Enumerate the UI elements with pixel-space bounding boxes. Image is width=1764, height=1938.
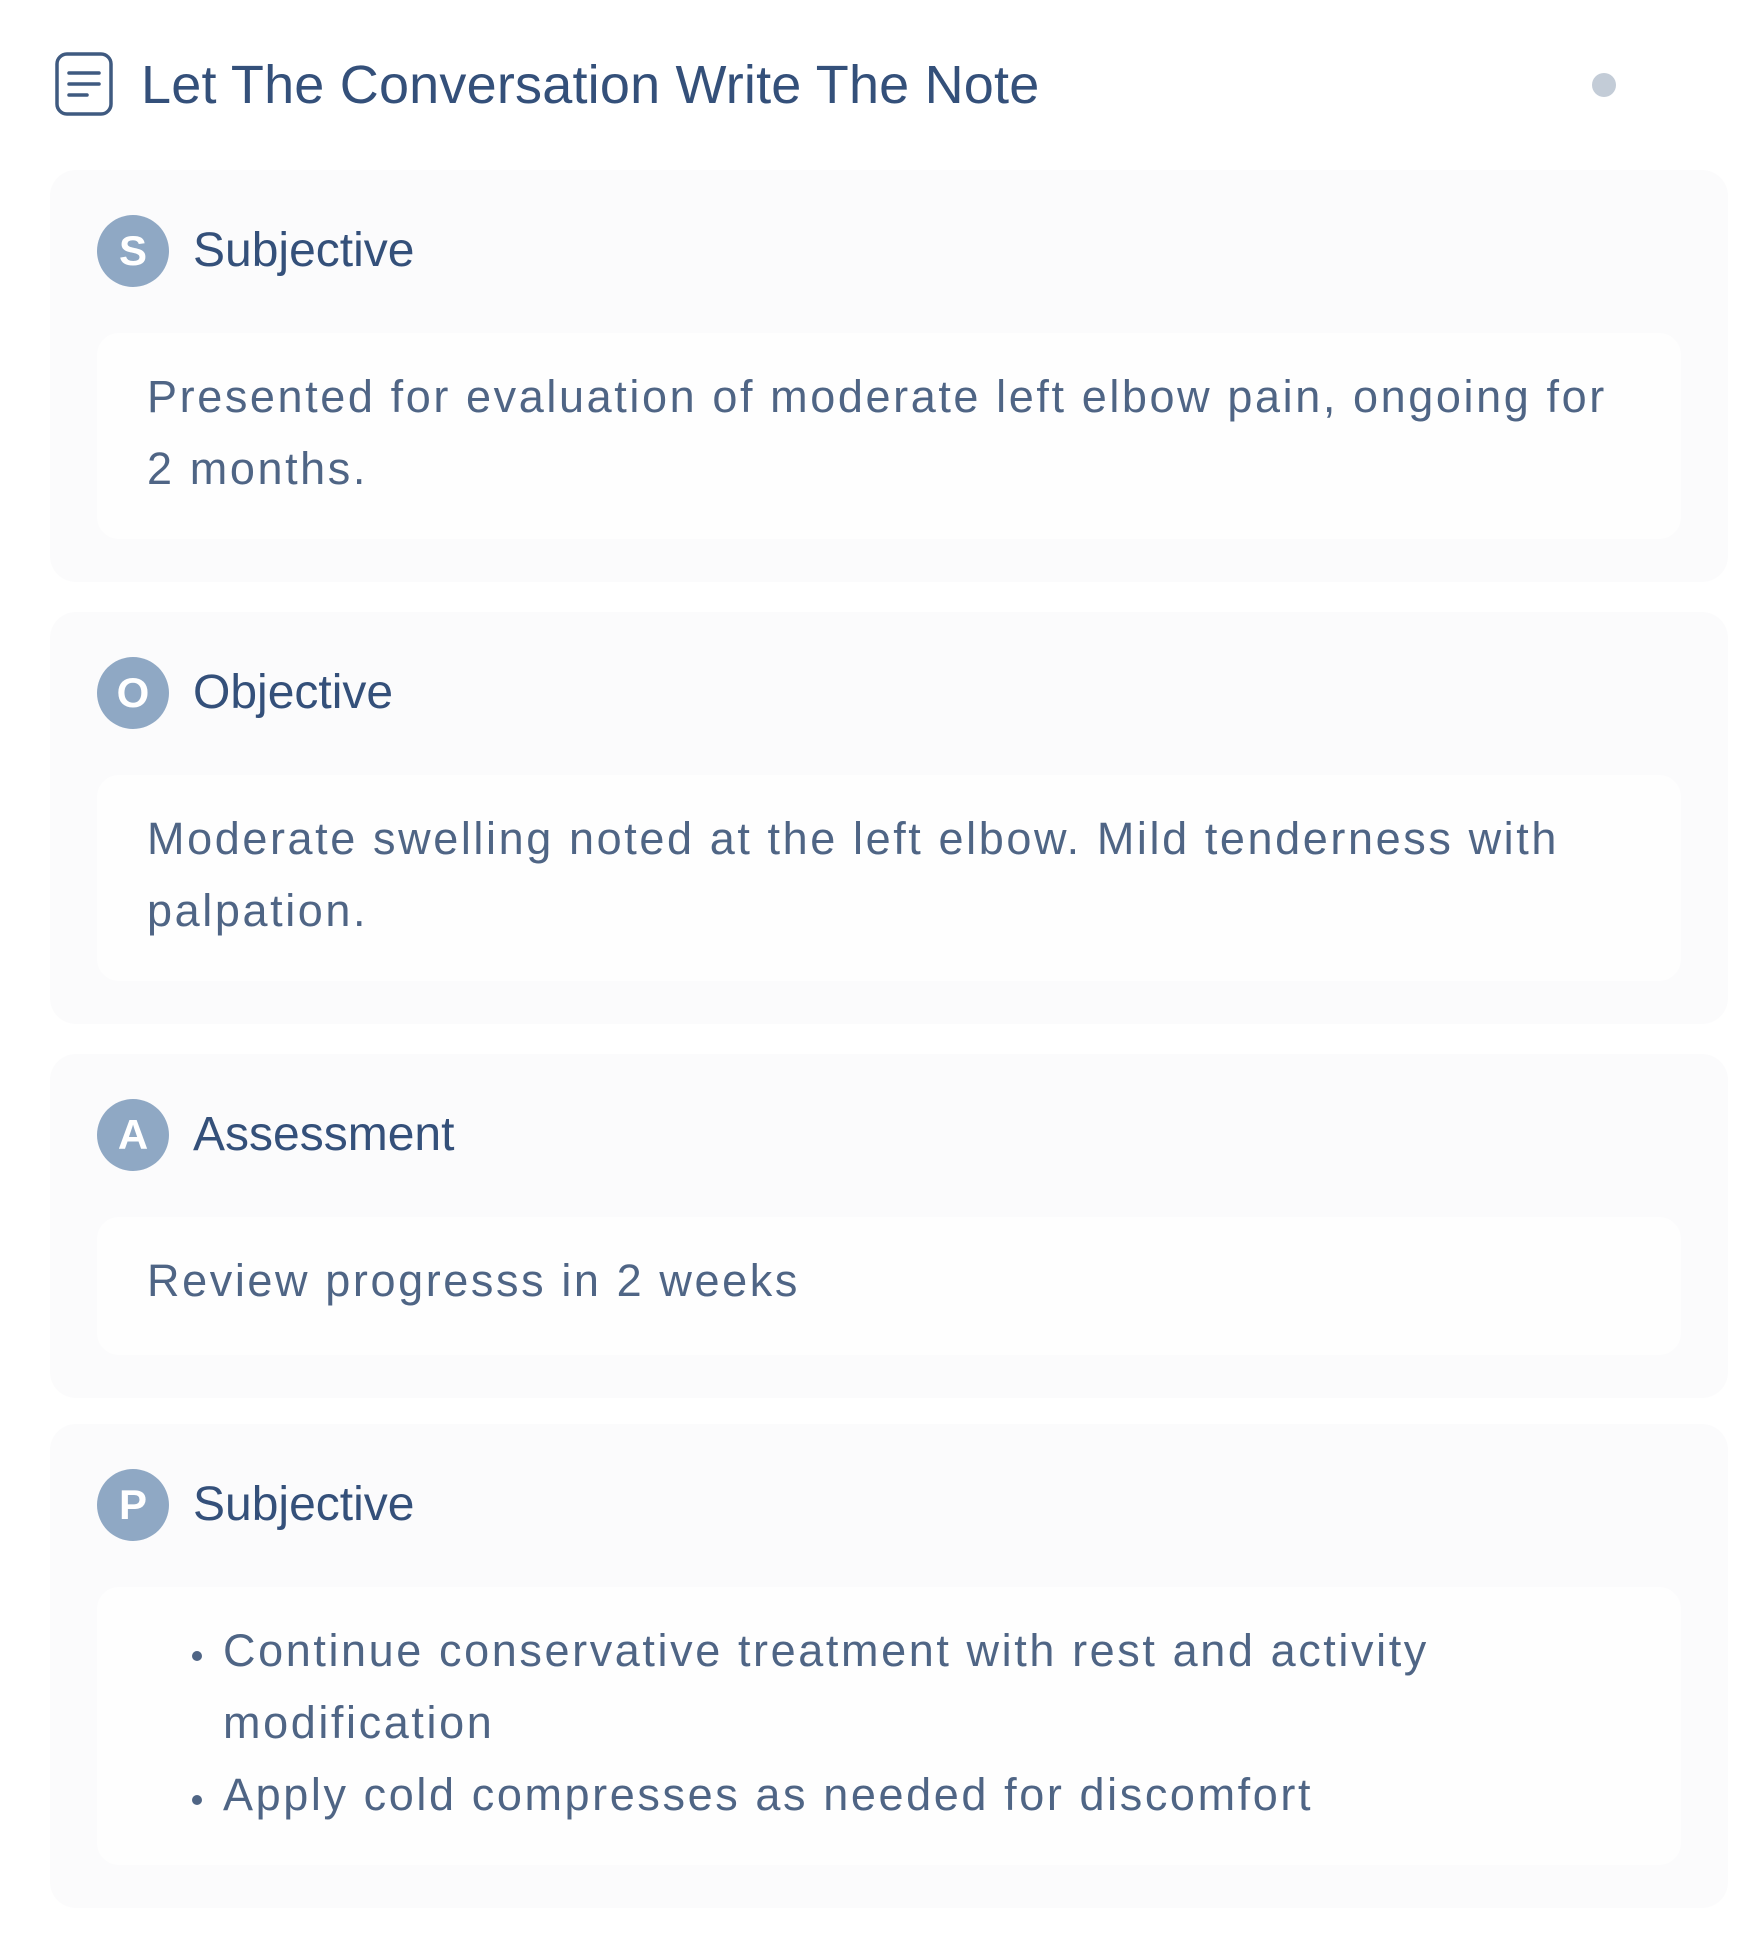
note-header [55,52,1715,118]
section-badge-p: P [97,1469,169,1541]
section-title: Subjective [193,1478,415,1531]
soap-section-plan [50,1424,1728,1908]
soap-section-objective [50,612,1728,1024]
section-badge-a: A [97,1099,169,1171]
section-content[interactable] [97,333,1681,539]
section-title: Subjective [193,224,415,277]
list-item: • Continue conservative treatment with rest and activity modification [219,1615,1631,1759]
plan-list [147,1615,1631,1831]
page-title: Let The Conversation Write The Note [141,55,1040,115]
section-text: Review progresss in 2 weeks [147,1255,800,1306]
list-item: • Apply cold compresses as needed for discomfort [219,1759,1631,1831]
section-header [97,1099,1297,1171]
section-text: Presented for evaluation of moderate left elbow pain, ongoing for 2 months. [147,371,1607,494]
section-content[interactable] [97,775,1681,981]
soap-section-assessment [50,1054,1728,1398]
document-icon [55,52,113,116]
section-header [97,215,1297,287]
section-badge-o: O [97,657,169,729]
section-title: Objective [193,666,394,719]
soap-section-subjective [50,170,1728,582]
section-header [97,1469,1297,1541]
section-text: Moderate swelling noted at the left elbow. Mild tenderness with palpation. [147,813,1560,936]
status-indicator [1592,73,1616,97]
section-header [97,657,1297,729]
section-content[interactable] [97,1587,1681,1865]
section-content[interactable] [97,1217,1681,1355]
section-title: Assessment [193,1108,455,1161]
section-badge-s: S [97,215,169,287]
